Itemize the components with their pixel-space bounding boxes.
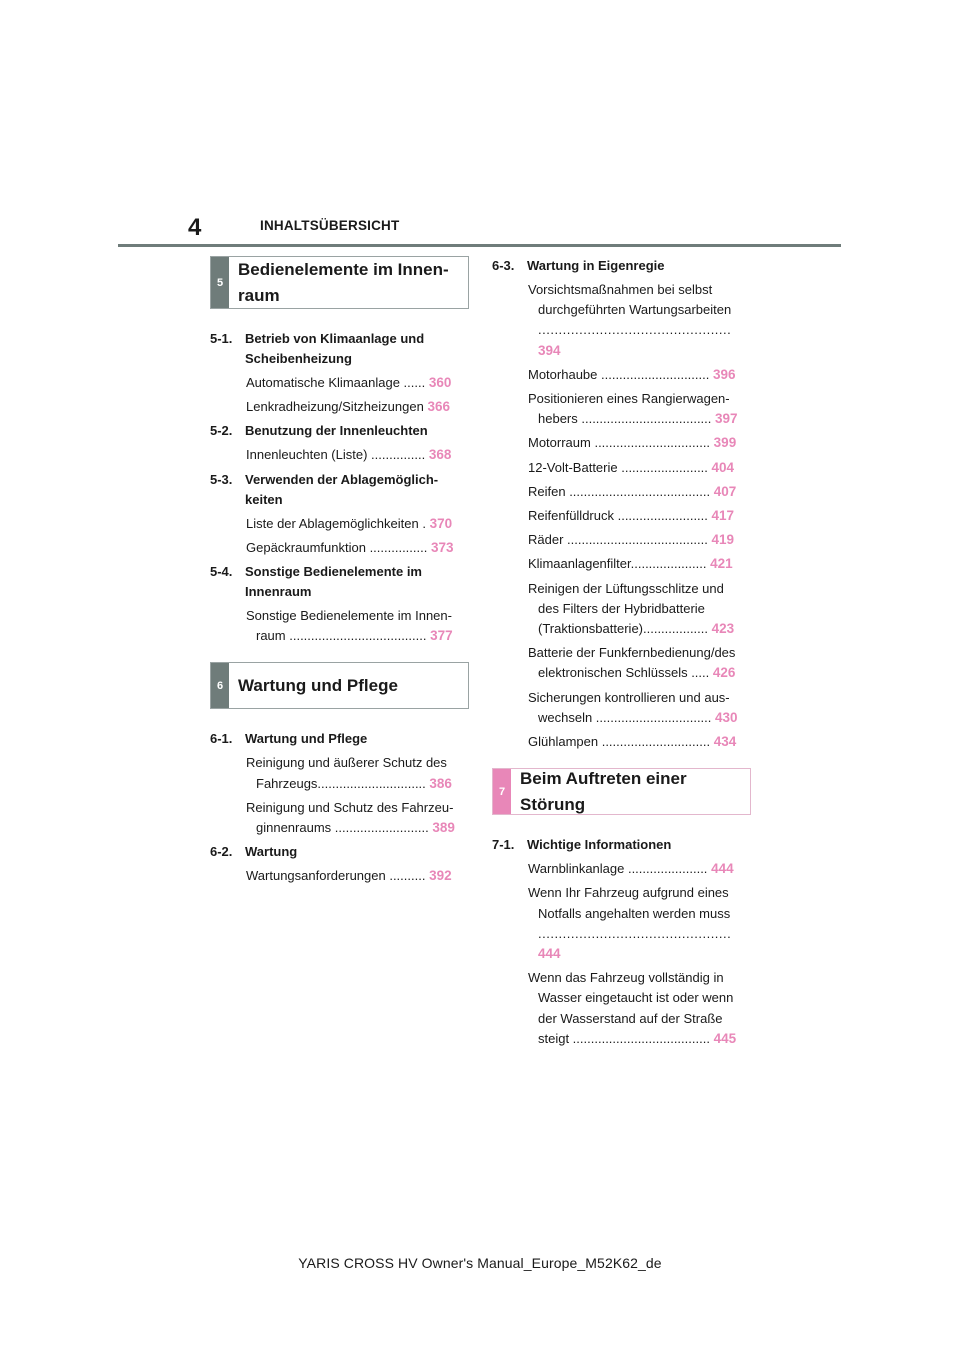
page-link[interactable]: 397: [715, 411, 738, 427]
entry-text: hebers ....................................: [538, 411, 712, 427]
page-link[interactable]: 373: [430, 539, 454, 555]
page-link[interactable]: 394: [538, 342, 561, 358]
page-link[interactable]: 386: [429, 775, 452, 791]
section-number: 5-1.: [210, 331, 233, 346]
toc-entry[interactable]: [528, 968, 752, 1049]
toc-entry[interactable]: [246, 606, 470, 646]
section-title: Scheibenheizung: [245, 351, 352, 366]
entry-text: Lenkradheizung/Sitzheizungen: [246, 399, 424, 415]
page-link[interactable]: 392: [429, 868, 452, 884]
section-title: Benutzung der Innenleuchten: [245, 423, 428, 439]
toc-entry[interactable]: [246, 373, 470, 393]
toc-entry[interactable]: [528, 389, 752, 429]
entry-text: Reinigung und Schutz des Fahrzeu-: [246, 799, 454, 815]
section-title: Wartung in Eigenregie: [527, 258, 665, 273]
entry-text: Reifenfülldruck .........................: [528, 508, 708, 524]
page-link[interactable]: 444: [711, 861, 734, 877]
chapter-title: Wartung und Pflege: [238, 675, 398, 695]
entry-text: Wenn das Fahrzeug vollständig in: [528, 970, 724, 986]
page-link[interactable]: 368: [428, 447, 452, 463]
section-6-2: [210, 842, 470, 862]
chapter-tab: 7: [493, 769, 511, 814]
toc-entry[interactable]: [528, 579, 752, 640]
toc-entry[interactable]: [528, 554, 752, 574]
entry-text: (Traktionsbatterie)..................: [538, 621, 709, 637]
page-header: [0, 0, 960, 250]
section-number: 7-1.: [492, 837, 515, 853]
toc-entry[interactable]: [246, 514, 470, 534]
page-number: 4: [188, 214, 202, 241]
entry-text: Batterie der Funkfernbedienung/des: [528, 645, 736, 661]
toc-entry[interactable]: [528, 365, 752, 385]
page-link[interactable]: 430: [715, 709, 738, 725]
section-number: 6-3.: [492, 258, 515, 273]
toc-entry[interactable]: [528, 280, 752, 361]
entry-text: ginnenraums ..........................: [256, 820, 429, 836]
section-title: Wichtige Informationen: [527, 837, 672, 853]
section-title: Betrieb von Klimaanlage und: [245, 331, 425, 346]
page-link[interactable]: 366: [427, 399, 450, 415]
entry-text: Glühlampen ..............................: [528, 734, 711, 750]
entry-text: wechseln ................................: [538, 709, 712, 725]
section-5-3: [210, 470, 470, 510]
toc-entry[interactable]: [528, 732, 752, 752]
entry-text: der Wasserstand auf der Straße: [538, 1010, 723, 1026]
section-5-2: [210, 421, 470, 441]
footer-text: YARIS CROSS HV Owner's Manual_Europe_M52K62_de: [298, 1255, 662, 1271]
header-divider: [118, 244, 841, 247]
entry-text: Positionieren eines Rangierwagen-: [528, 391, 730, 407]
page-link[interactable]: 444: [538, 946, 561, 962]
page-link[interactable]: 404: [711, 459, 735, 475]
chapter-title-line: Bedienelemente im Innen-: [238, 260, 449, 279]
section-number: 5-3.: [210, 471, 233, 487]
toc-entry[interactable]: [246, 866, 470, 886]
entry-text: des Filters der Hybridbatterie: [538, 600, 705, 616]
section-title: Wartung: [245, 844, 298, 860]
toc-entry[interactable]: [246, 445, 470, 465]
entry-text: Fahrzeugs..............................: [256, 775, 426, 791]
toc-entry[interactable]: [528, 482, 752, 502]
entry-text: 12-Volt-Batterie ........................: [528, 459, 708, 475]
toc-entry[interactable]: [528, 688, 752, 728]
entry-text: Wasser eingetaucht ist oder wenn: [538, 990, 734, 1006]
section-number: 6-2.: [210, 844, 233, 860]
toc-entry[interactable]: [246, 538, 470, 558]
entry-text: Sicherungen kontrollieren und aus-: [528, 689, 730, 705]
left-column: [210, 256, 470, 886]
page-link[interactable]: 396: [712, 366, 736, 382]
entry-text: Wenn Ihr Fahrzeug aufgrund eines: [528, 885, 729, 901]
toc-entry[interactable]: [528, 883, 752, 964]
page-link[interactable]: 377: [430, 628, 453, 644]
entry-text: ...............................................: [538, 322, 732, 338]
entry-text: elektronischen Schlüssels .....: [538, 665, 710, 681]
section-title: Innenraum: [245, 584, 312, 600]
section-6-1: [210, 729, 470, 749]
entry-text: Motorraum ................................: [528, 435, 711, 451]
entry-text: Automatische Klimaanlage ......: [246, 375, 426, 390]
entry-text: Warnblinkanlage ......................: [528, 861, 708, 877]
entry-text: Reifen .......................................: [528, 483, 711, 499]
page-link[interactable]: 370: [429, 515, 453, 531]
chapter-tab: 6: [211, 663, 229, 708]
toc-entry[interactable]: [528, 530, 752, 550]
toc-entry[interactable]: [246, 798, 470, 838]
entry-text: raum ......................................: [256, 628, 427, 644]
entry-text: Liste der Ablagemöglichkeiten .: [246, 515, 426, 531]
entry-text: durchgeführten Wartungsarbeiten: [538, 302, 732, 318]
entry-text: ...............................................: [538, 925, 732, 941]
chapter-title: Beim Auftreten einer Störung: [520, 768, 687, 814]
section-number: 6-1.: [210, 731, 233, 747]
section-5-4: [210, 562, 470, 602]
entry-text: Gepäckraumfunktion ................: [246, 539, 428, 555]
page-link[interactable]: 417: [711, 508, 735, 524]
chapter-5-box[interactable]: [210, 256, 469, 309]
section-title: Verwenden der Ablagemöglich-: [245, 471, 439, 487]
entry-text: Sonstige Bedienelemente im Innen-: [246, 608, 452, 624]
entry-text: Klimaanlagenfilter.....................: [528, 556, 707, 572]
toc-entry[interactable]: [528, 643, 752, 683]
section-number: 5-2.: [210, 423, 233, 439]
page-link[interactable]: 399: [713, 435, 737, 451]
page-link[interactable]: 445: [713, 1030, 737, 1046]
page-link[interactable]: 419: [711, 532, 735, 548]
entry-text: Wartungsanforderungen ..........: [246, 868, 426, 884]
section-title: keiten: [245, 491, 283, 507]
chapter-tab: 5: [211, 257, 229, 308]
toc-entry[interactable]: [528, 433, 752, 453]
toc-entry[interactable]: [246, 753, 470, 793]
chapter-title-line: raum: [238, 286, 280, 305]
section-number: 5-4.: [210, 564, 233, 580]
chapter-6-box[interactable]: [210, 662, 469, 709]
entry-text: steigt ......................................: [538, 1030, 710, 1046]
page-link[interactable]: 421: [710, 556, 733, 572]
section-title: Wartung und Pflege: [245, 731, 368, 747]
entry-text: Notfalls angehalten werden muss: [538, 905, 731, 921]
page-link[interactable]: 423: [711, 621, 735, 637]
entry-text: Reinigen der Lüftungsschlitze und: [528, 580, 724, 596]
toc-entry[interactable]: [246, 397, 470, 417]
toc-entry[interactable]: [528, 506, 752, 526]
chapter-7-box[interactable]: [492, 768, 751, 815]
toc-entry[interactable]: [528, 458, 752, 478]
entry-text: Motorhaube ..............................: [528, 366, 710, 382]
chapter-title: [229, 257, 455, 308]
entry-text: Innenleuchten (Liste) ...............: [246, 447, 426, 463]
section-5-1: [210, 329, 470, 369]
page-link[interactable]: 389: [432, 820, 455, 836]
entry-text: Vorsichtsmaßnahmen bei selbst: [528, 282, 713, 297]
section-7-1: [492, 835, 752, 855]
entry-text: Reinigung und äußerer Schutz des: [246, 755, 447, 771]
page-link[interactable]: 407: [713, 483, 737, 499]
header-title: INHALTSÜBERSICHT: [260, 218, 400, 233]
section-title: Sonstige Bedienelemente im: [245, 564, 422, 580]
page-link[interactable]: 426: [712, 665, 736, 681]
right-column: [492, 256, 752, 1049]
page-link[interactable]: 434: [713, 734, 737, 750]
page-link[interactable]: 360: [428, 375, 452, 390]
entry-text: Räder .......................................: [528, 532, 708, 548]
section-6-3: [492, 256, 752, 276]
toc-entry[interactable]: [528, 859, 752, 879]
